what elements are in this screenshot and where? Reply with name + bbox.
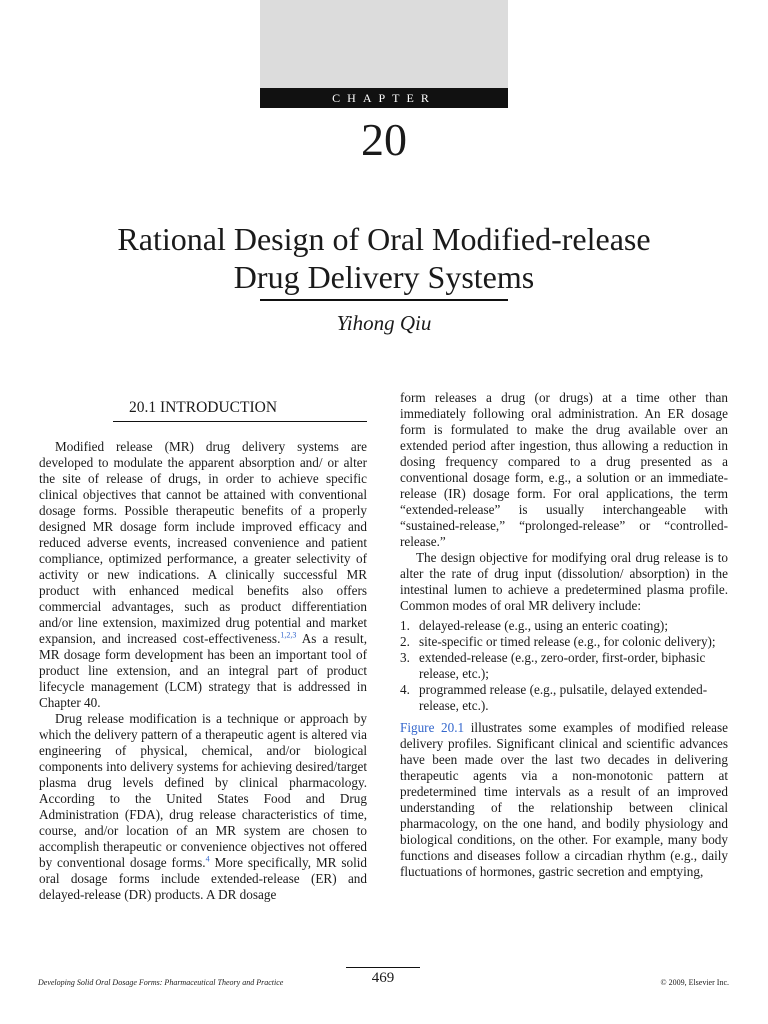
list-item: 2. site-specific or timed release (e.g., for colonic delivery); [400, 634, 716, 649]
paragraph-design-objective: The design objective for modifying oral drug release is to alter the rate of drug input (dissolution/ absorption) in the intestinal lumen to achieve a predetermined plasma profile. Common modes of oral MR delivery include: [400, 550, 728, 613]
paragraph-figure-ref: Figure 20.1 illustrates some examples of modified release delivery profiles. Significant clinical and scientific advances have been made over the last two decades in delivering therapeutic agents via a non-monotonic pattern at predetermined time intervals as a result of an improved understanding of the relationship between clinical pharmacology, on the one hand, and bodily physiology and biological conditions, on the other. For example, many body functions and diseases follow a circadian rhythm (e.g., daily fluctuations of hormones, gastric secretion and emptying, [400, 720, 728, 879]
chapter-title-line-2: Drug Delivery Systems [233, 259, 535, 295]
title-rule [260, 299, 508, 301]
footer-copyright: © 2009, Elsevier Inc. [660, 978, 729, 987]
paragraph-dr-er: form releases a drug (or drugs) at a time other than immediately following oral administration. An ER dosage form is formulated to make the drug available over an extended period after ingestion, thus allowing a reduction in dosing frequency compared to a drug presented as a conventional dosage form, e.g., a solution or an immediate-release (IR) dosage form. For oral applications, the term “extended-release” is usually interchangeable with “sustained-release,” “prolonged-release” or “controlled-release.” [400, 390, 728, 549]
chapter-label: CHAPTER [260, 88, 508, 108]
section-heading: 20.1 INTRODUCTION [128, 399, 278, 416]
footer-rule [346, 967, 420, 968]
chapter-title [40, 220, 728, 296]
paragraph-intro-2: Drug release modification is a technique or approach by which the delivery pattern of a therapeutic agent is altered via engineering of physical, chemical, and/or biological components into delivery systems for achieving desired/target plasma drug levels defined by clinical pharmacology. According to the United States Food and Drug Administration (FDA), drug release characteristics of time, course, and/or location of an MR system are chosen to accomplish therapeutic or convenience objectives not offered by conventional dosage forms.$^4$ More specifically, MR solid oral dosage forms include extended-release (ER) and delayed-release (DR) products. A DR dosage [39, 711, 367, 902]
citation-link[interactable]: 4 [205, 854, 210, 864]
chapter-number: 20 [361, 114, 407, 165]
author-name: Yihong Qiu [336, 311, 432, 335]
page-number: 469 [371, 970, 395, 986]
footer-book-title: Developing Solid Oral Dosage Forms: Pharmaceutical Theory and Practice [38, 978, 284, 987]
paragraph-intro-1: Modified release (MR) drug delivery systems are developed to modulate the apparent absorption and/ or alter the site of release of drugs, in order to achieve specific clinical objectives that cannot be attained with conventional dosage forms. Possible therapeutic benefits of a properly designed MR dosage form include improved efficacy and reduced adverse events, increased convenience and patient compliance, optimized performance, a greater selectivity of activity or new indications. A clinically successful MR product with enhanced medical benefits also offers commercial advantages, such as product differentiation and/or line extension, maximized drug potential and market expansion, and increased cost-effectiveness.$^{1,2,3}$ As a result, MR dosage form development has been an important tool of product line extension, and an integral part of product lifecycle management (LCM) strategy that is addressed in Chapter 40. [39, 439, 367, 710]
right-column [400, 390, 728, 880]
chapter-title-line-1: Rational Design of Oral Modified-release [117, 221, 651, 257]
list-item: 1. delayed-release (e.g., using an enteric coating); [400, 618, 668, 633]
citation-link[interactable]: 1,2,3 [280, 630, 297, 640]
list-item: 3. extended-release (e.g., zero-order, first-order, biphasic release, etc.); [400, 650, 706, 681]
list-item: 4. programmed release (e.g., pulsatile, delayed extended-release, etc.). [400, 682, 708, 713]
figure-link[interactable]: Figure 20.1 [400, 720, 465, 735]
left-column [39, 390, 367, 903]
release-modes-list [400, 618, 728, 714]
chapter-header-box [260, 0, 508, 88]
